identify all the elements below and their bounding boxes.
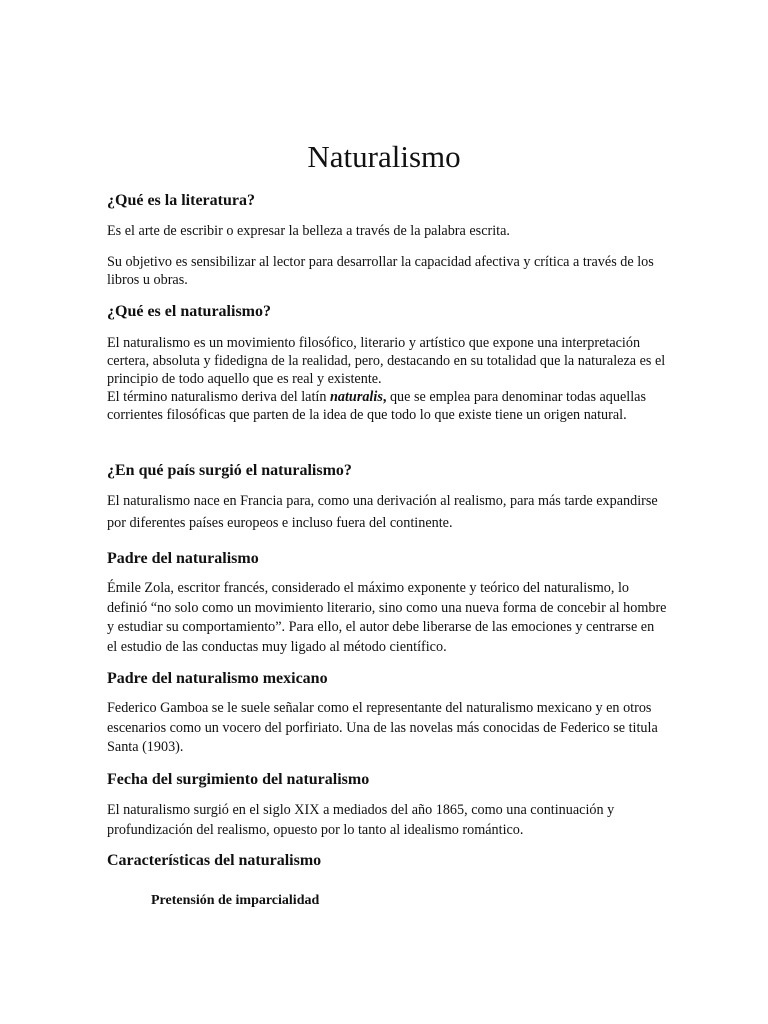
heading-pais-surgimiento: ¿En qué país surgió el naturalismo? xyxy=(107,462,352,479)
termino-after-text: que se emplea para denominar todas aquellas corrientes filosóficas que parten de la idea de que todo lo que existe tiene un origen natural. xyxy=(107,389,646,423)
termino-before-text: El término naturalismo deriva del latín xyxy=(107,389,330,405)
document-title: Naturalismo xyxy=(307,139,461,174)
heading-padre-naturalismo-mexicano: Padre del naturalismo mexicano xyxy=(107,670,328,687)
paragraph-pais-surgimiento: El naturalismo nace en Francia para, como una derivación al realismo, para más tarde expandirse por diferentes países europeos e incluso fuera del continente. xyxy=(107,493,658,531)
paragraph-literatura-objetivo: Su objetivo es sensibilizar al lector para desarrollar la capacidad afectiva y crítica a través de los libros u obras. xyxy=(107,254,654,288)
paragraph-padre-naturalismo: Émile Zola, escritor francés, considerado el máximo exponente y teórico del naturalismo, lo definió “no solo como un movimiento literario, sino como una nueva forma de concebir al hombre y estudiar su comportamiento”. Para ello, el autor debe liberarse de las emociones y centrarse en el estudio de las conductas muy ligado al método científico. xyxy=(107,580,667,655)
heading-caracteristicas: Características del naturalismo xyxy=(107,852,322,869)
naturalismo-definicion-text: El naturalismo es un movimiento filosófico, literario y artístico que expone una interpretación certera, absoluta y fidedigna de la realidad, pero, destacando en su totalidad que la naturaleza es el principio de todo aquello que es real y existente. xyxy=(107,335,666,387)
paragraph-padre-naturalismo-mexicano: Federico Gamboa se le suele señalar como el representante del naturalismo mexicano y en otros escenarios como un vocero del porfiriato. Una de las novelas más conocidas de Federico se titula Santa (1903). xyxy=(107,700,658,755)
heading-que-es-literatura: ¿Qué es la literatura? xyxy=(107,192,255,209)
paragraph-naturalismo-termino xyxy=(107,388,667,424)
heading-fecha-surgimiento: Fecha del surgimiento del naturalismo xyxy=(107,771,370,788)
termino-naturalis: naturalis xyxy=(330,389,383,405)
heading-que-es-naturalismo: ¿Qué es el naturalismo? xyxy=(107,303,271,320)
subheading-pretension-imparcialidad: Pretensión de imparcialidad xyxy=(151,893,320,908)
paragraph-fecha-surgimiento: El naturalismo surgió en el siglo XIX a mediados del año 1865, como una continuación y profundización del realismo, opuesto por lo tanto al idealismo romántico. xyxy=(107,802,615,838)
paragraph-literatura-definicion: Es el arte de escribir o expresar la belleza a través de la palabra escrita. xyxy=(107,223,510,239)
paragraph-naturalismo-definicion xyxy=(107,334,667,424)
termino-comma: , xyxy=(382,389,387,405)
heading-padre-naturalismo: Padre del naturalismo xyxy=(107,550,259,567)
